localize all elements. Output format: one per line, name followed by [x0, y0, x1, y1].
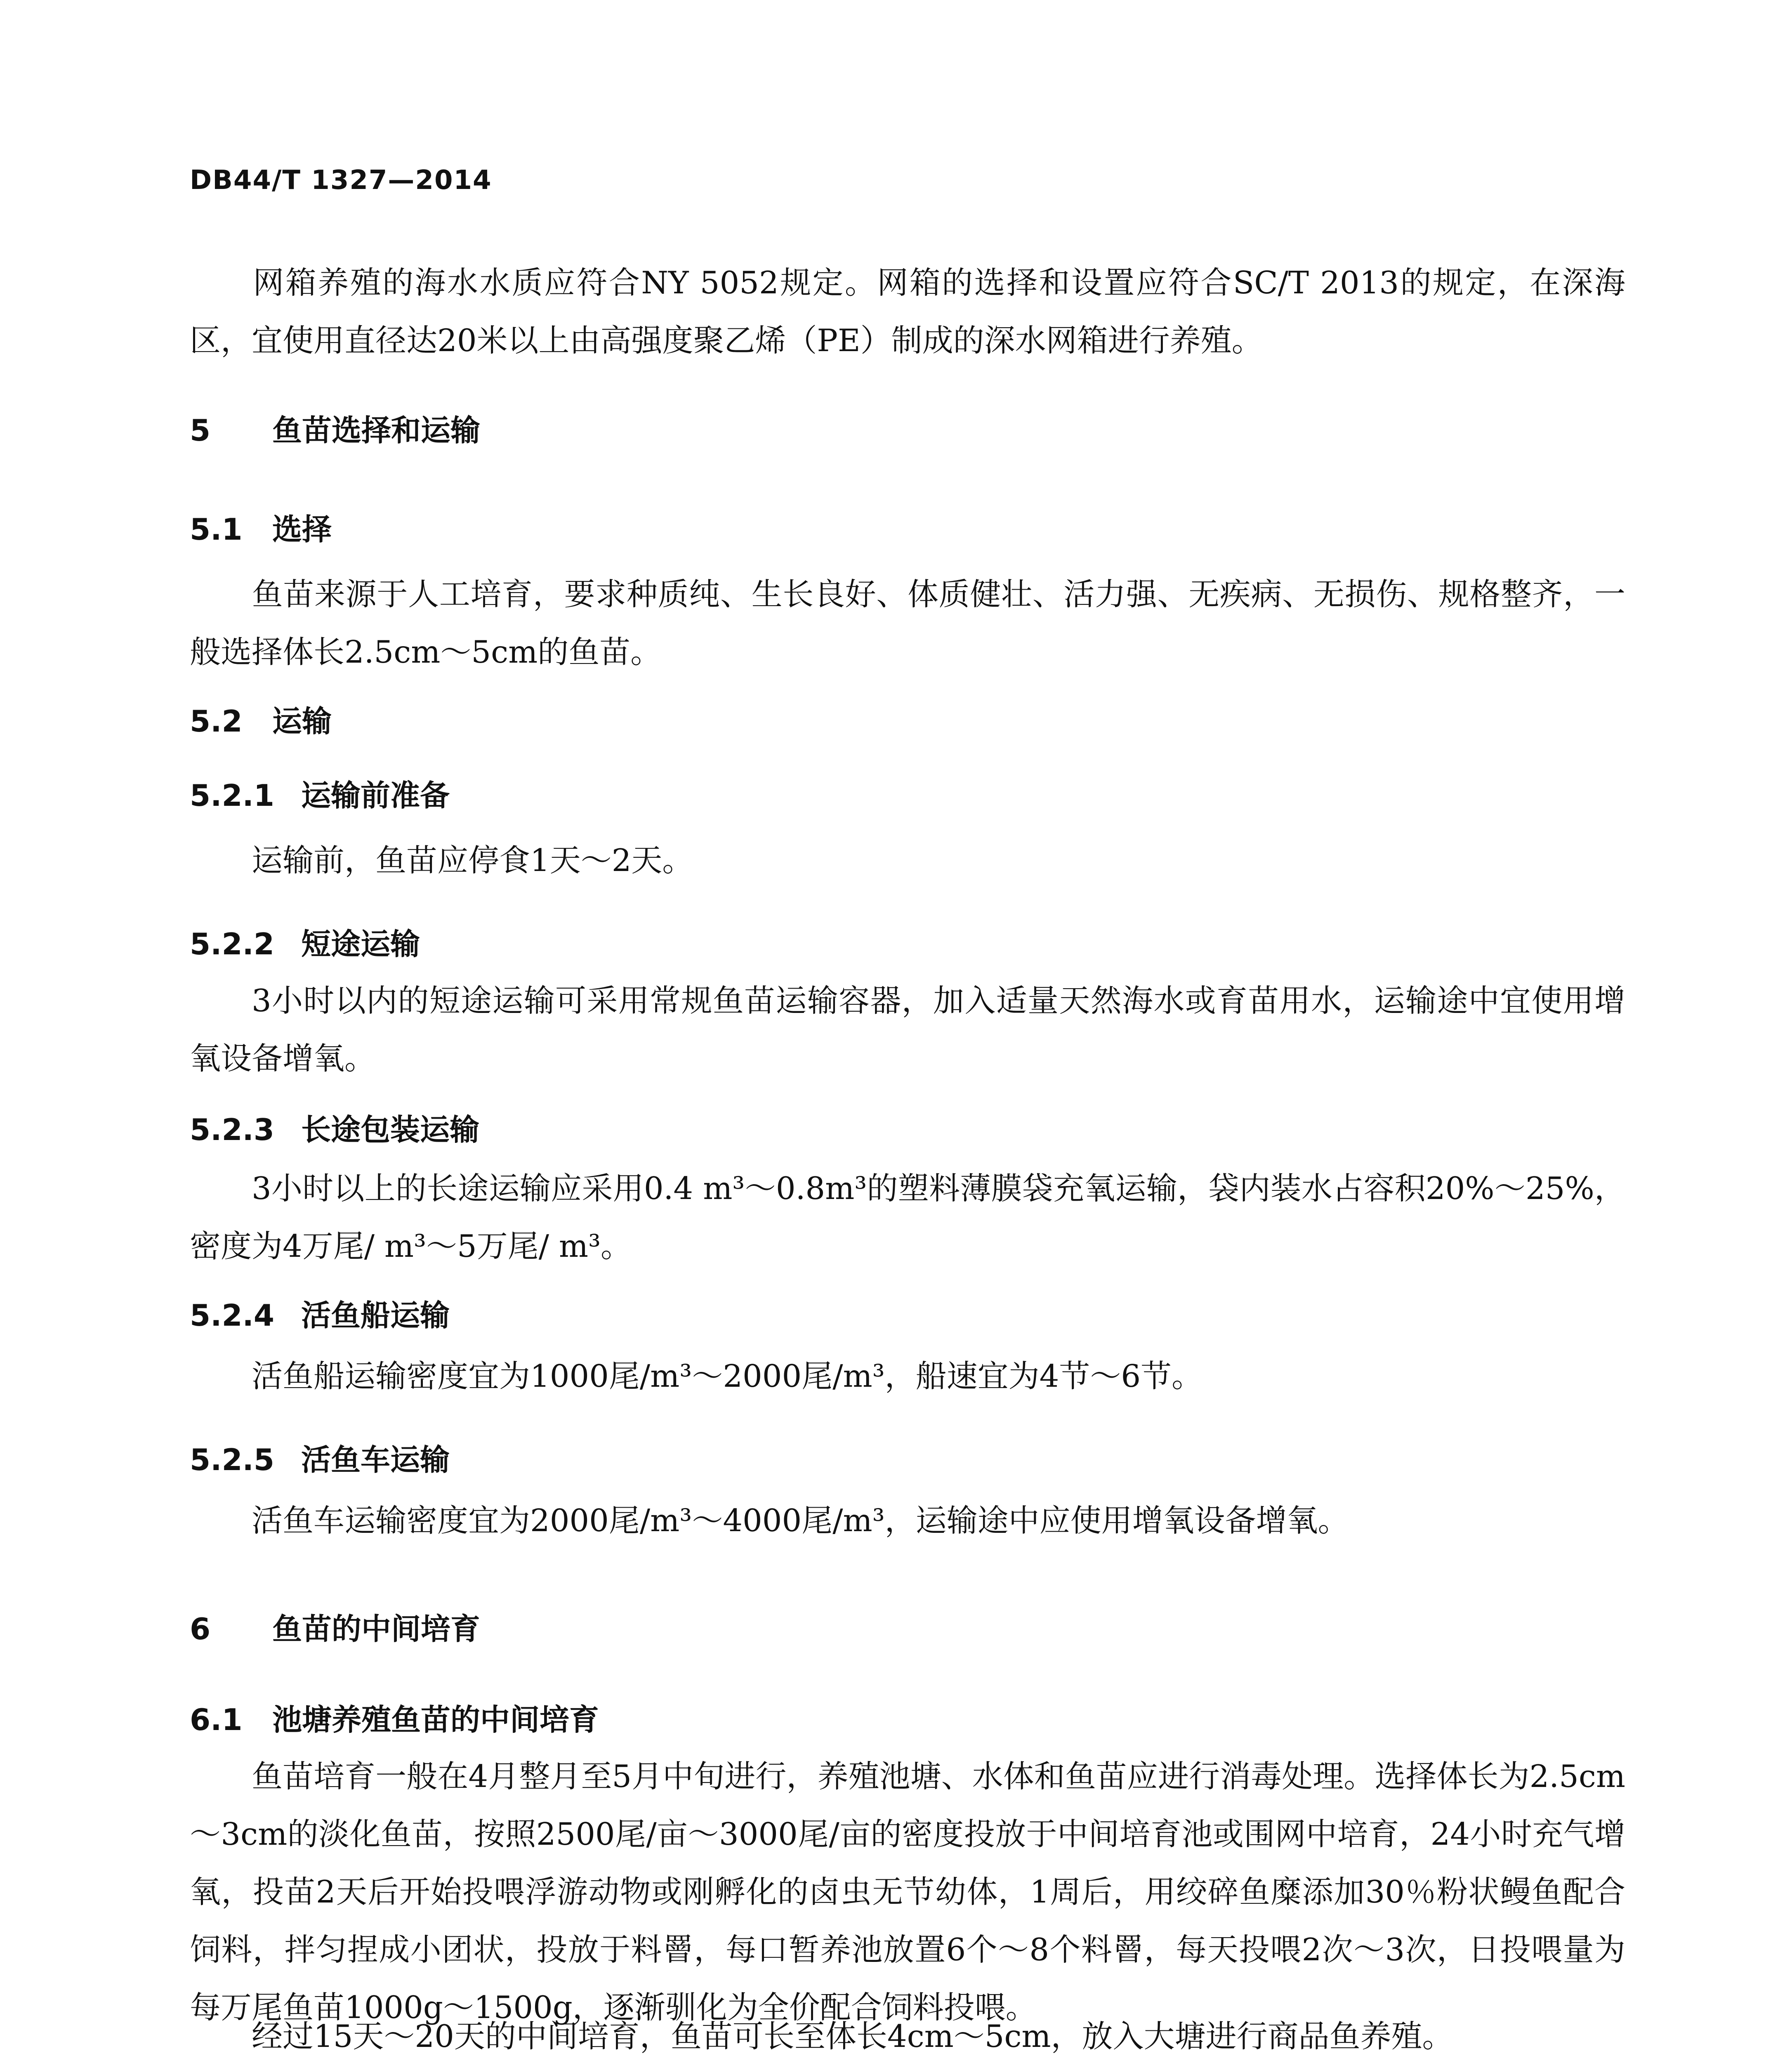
paragraph-nursery-result: 经过15天～20天的中间培育，鱼苗可长至体长4cm～5cm，放入大塘进行商品鱼养殖。: [252, 2018, 1453, 2054]
paragraph-short-transport: 3小时以内的短途运输可采用常规鱼苗运输容器，加入适量天然海水或育苗用水，运输途中宜使用增氧设备增氧。: [190, 982, 1625, 1076]
paragraph-selection: 鱼苗来源于人工培育，要求种质纯、生长良好、体质健壮、活力强、无疾病、无损伤、规格整齐，一般选择体长2.5cm～5cm的鱼苗。: [190, 576, 1625, 670]
section-heading-5: 5 鱼苗选择和运输: [190, 413, 481, 448]
paragraph-water-quality: 网箱养殖的海水水质应符合NY 5052规定。网箱的选择和设置应符合SC/T 2013的规定，在深海区，宜使用直径达20米以上由高强度聚乙烯（PE）制成的深水网箱进行养殖。: [190, 264, 1625, 359]
section-heading-5-2-1: 5.2.1 运输前准备: [190, 778, 450, 813]
paragraph-live-fish-truck: 活鱼车运输密度宜为2000尾/m³～4000尾/m³，运输途中应使用增氧设备增氧。: [252, 1502, 1349, 1539]
standard-code: DB44/T 1327—2014: [190, 165, 492, 196]
section-heading-6-1: 6.1 池塘养殖鱼苗的中间培育: [190, 1702, 599, 1737]
section-heading-5-2-4: 5.2.4 活鱼船运输: [190, 1298, 450, 1333]
section-heading-5-2: 5.2 运输: [190, 704, 332, 739]
paragraph-long-transport: 3小时以上的长途运输应采用0.4 m³～0.8m³的塑料薄膜袋充氧运输，袋内装水占容积20%～25%，密度为4万尾/ m³～5万尾/ m³。: [190, 1170, 1625, 1264]
section-heading-5-2-3: 5.2.3 长途包装运输: [190, 1112, 480, 1147]
section-heading-5-2-2: 5.2.2 短途运输: [190, 927, 420, 961]
section-heading-6: 6 鱼苗的中间培育: [190, 1612, 481, 1646]
section-heading-5-2-5: 5.2.5 活鱼车运输: [190, 1442, 450, 1477]
paragraph-pre-transport: 运输前，鱼苗应停食1天～2天。: [252, 842, 693, 878]
section-heading-5-1: 5.1 选择: [190, 512, 332, 547]
paragraph-pond-nursery: 鱼苗培育一般在4月整月至5月中旬进行，养殖池塘、水体和鱼苗应进行消毒处理。选择体长为2.5cm～3cm的淡化鱼苗，按照2500尾/亩～3000尾/亩的密度投放于中间培育池或围网中培育，24小时充气增氧，投苗2天后开始投喂浮游动物或刚孵化的卤虫无节幼体，1周后，用绞碎鱼糜添加30％粉状鳗鱼配合饲料，拌匀捏成小团状，投放于料罾，每口暂养池放置6个～8个料罾，每天投喂2次～3次，日投喂量为每万尾鱼苗1000g～1500g，逐渐驯化为全价配合饲料投喂。: [190, 1758, 1625, 2025]
paragraph-live-fish-boat: 活鱼船运输密度宜为1000尾/m³～2000尾/m³，船速宜为4节～6节。: [252, 1358, 1203, 1394]
